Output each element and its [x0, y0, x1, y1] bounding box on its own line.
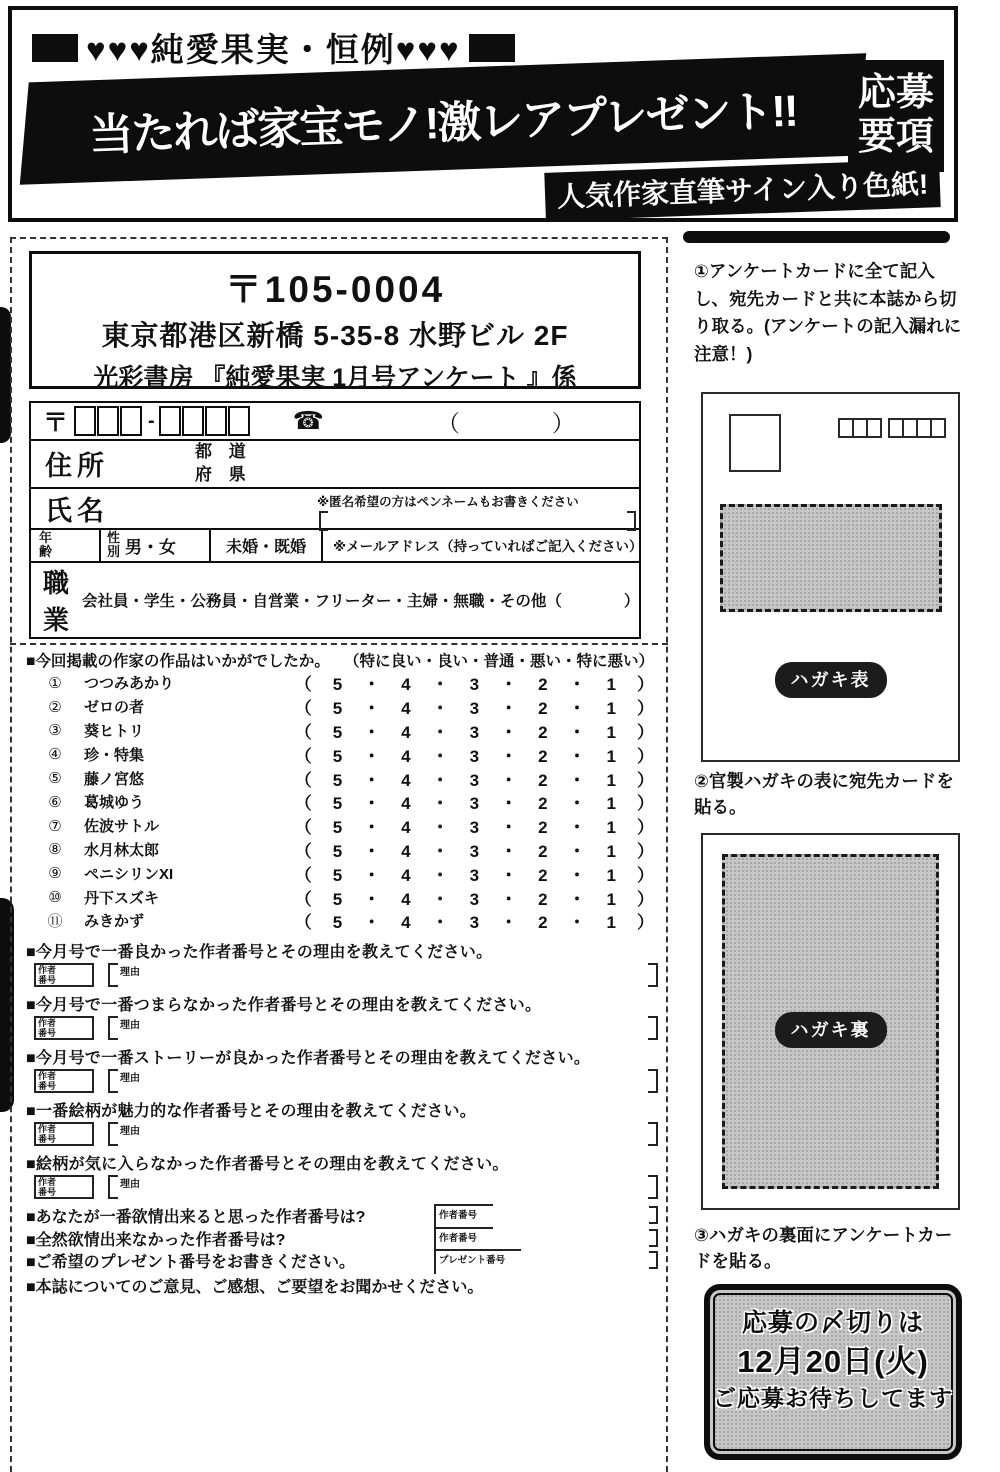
penname-field-open-bracket [319, 511, 328, 531]
job-options: 会社員・学生・公務員・自営業・フリーター・主婦・無職・その他（ ） [82, 593, 640, 610]
name-row [31, 487, 639, 528]
author-row: ⑤ 藤ノ宮悠 （ 5 ・ 4 ・ 3 ・ 2 ・ 1 ） [26, 766, 656, 790]
instruction-step1: ①アンケートカードに全て記入し、宛先カードと共に本誌から切り取る。(アンケートの記入漏れに注意！) [694, 261, 962, 364]
short-answer-field: 作者番号 [434, 1204, 493, 1229]
sex-cell [101, 530, 211, 561]
postcard-back-diagram [701, 833, 960, 1210]
rating-scale: （ 5 ・ 4 ・ 3 ・ 2 ・ 1 ） [294, 841, 656, 861]
author-row: ⑪ みきかず （ 5 ・ 4 ・ 3 ・ 2 ・ 1 ） [26, 909, 656, 933]
postal-digit-box [205, 406, 227, 436]
address-card-paste-area [720, 504, 942, 612]
author-row: ⑩ 丹下スズキ （ 5 ・ 4 ・ 3 ・ 2 ・ 1 ） [26, 885, 656, 909]
reason-field [108, 1069, 658, 1093]
deadline-box [704, 1284, 962, 1460]
reason-close-bracket [648, 963, 658, 987]
telephone-icon: ☎ [292, 407, 324, 435]
author-number-label: 作者 番号 [38, 1071, 57, 1091]
postal-digit-box [74, 406, 96, 436]
author-row: ② ゼロの者 （ 5 ・ 4 ・ 3 ・ 2 ・ 1 ） [26, 695, 656, 719]
short-answer-close-bracket [649, 1229, 658, 1247]
destination-address-box [29, 251, 641, 392]
reason-close-bracket [648, 1069, 658, 1093]
reason-label: 理由 [120, 1126, 140, 1137]
postal-digit-box [228, 406, 250, 436]
instruction-step2: ②官製ハガキの表に宛先カードを貼る。 [694, 771, 954, 818]
questionnaire-card [10, 237, 668, 1472]
question-block: ■今月号で一番つまらなかった作者番号とその理由を教えてください。 作者 番号 理由 [26, 992, 658, 1042]
reason-open-bracket [108, 1069, 118, 1093]
mail-cell: ※メールアドレス（持っていればご記入ください） [333, 538, 643, 554]
author-row: ⑧ 水月林太郎 （ 5 ・ 4 ・ 3 ・ 2 ・ 1 ） [26, 838, 656, 862]
job-label: 職業 [43, 568, 73, 635]
survey-heading: ■今回掲載の作家の作品はいかがでしたか。 [26, 653, 330, 670]
reason-close-bracket [648, 1175, 658, 1199]
short-answer-close-bracket [649, 1251, 658, 1269]
destination-recipient: 光彩書房 『純愛果実 1月号アンケート 』係 [93, 364, 577, 392]
postal-dash: - [148, 409, 155, 432]
side-box-line2: 要項 [857, 116, 934, 158]
postal-phone-row [31, 403, 639, 439]
destination-postal-code: 〒105-0004 [224, 269, 446, 310]
rating-scale: （ 5 ・ 4 ・ 3 ・ 2 ・ 1 ） [294, 746, 656, 766]
reason-close-bracket [648, 1016, 658, 1040]
reason-label: 理由 [120, 1179, 140, 1190]
author-number-label: 作者 番号 [38, 1177, 57, 1197]
zipcode-group-4 [890, 418, 946, 438]
phone-number-field: （ ） [436, 409, 575, 436]
banner-subtitle: 人気作家直筆サイン入り色紙! [544, 159, 941, 221]
answer-field-row [34, 1016, 658, 1042]
zipcode-group-3 [840, 418, 882, 438]
sex-options: 男・女 [125, 537, 177, 557]
short-answer-field: 作者番号 [434, 1227, 493, 1252]
destination-address: 東京都港区新橋 5-35-8 水野ビル 2F [101, 320, 569, 351]
postal-digit-box [182, 406, 204, 436]
reason-field [108, 1122, 658, 1146]
author-row: ⑥ 葛城ゆう （ 5 ・ 4 ・ 3 ・ 2 ・ 1 ） [26, 790, 656, 814]
banner-title: 当たれば家宝モノ!激レアプレゼント!! [88, 86, 798, 161]
banner-strip-text: ♥♥♥純愛果実・恒例♥♥♥ [86, 31, 461, 68]
marital-cell: 未婚・既婚 [211, 530, 323, 561]
postal-digit-box [120, 406, 142, 436]
banner-strip [32, 24, 515, 71]
reason-open-bracket [108, 1122, 118, 1146]
age-sex-row [31, 528, 643, 561]
deadline-line3: ご応募お待ちしてます [713, 1384, 953, 1411]
rating-scale: （ 5 ・ 4 ・ 3 ・ 2 ・ 1 ） [294, 913, 656, 933]
cut-line-divider [10, 643, 668, 645]
reason-open-bracket [108, 963, 118, 987]
author-row: ③ 葵ヒトリ （ 5 ・ 4 ・ 3 ・ 2 ・ 1 ） [26, 719, 656, 743]
author-row: ⑦ 佐波サトル （ 5 ・ 4 ・ 3 ・ 2 ・ 1 ） [26, 814, 656, 838]
rating-scale: （ 5 ・ 4 ・ 3 ・ 2 ・ 1 ） [294, 699, 656, 719]
banner-title-band [20, 53, 866, 185]
author-number-box [34, 1175, 94, 1199]
reason-label: 理由 [120, 967, 140, 978]
rating-scale: （ 5 ・ 4 ・ 3 ・ 2 ・ 1 ） [294, 675, 656, 695]
short-question-row: ■ご希望のプレゼント番号をお書きください。 プレゼント番号 [26, 1249, 658, 1272]
postal-digit-box [97, 406, 119, 436]
short-answer-close-bracket [649, 1206, 658, 1224]
section-divider-bar [683, 231, 950, 243]
final-question: ■本誌についてのご意見、ご感想、ご要望をお聞かせください。 [26, 1278, 484, 1296]
author-number-label: 作者 番号 [38, 1018, 57, 1038]
prefecture-hint-line2: 府 県 [195, 464, 252, 484]
postal-digit-box [159, 406, 181, 436]
age-label: 年 齢 [39, 529, 53, 560]
name-label: 氏名 [45, 495, 109, 526]
rating-scale: （ 5 ・ 4 ・ 3 ・ 2 ・ 1 ） [294, 865, 656, 885]
deadline-line2: 12月20日(火) [737, 1343, 929, 1379]
author-number-label: 作者 番号 [38, 1124, 57, 1144]
author-row: ④ 珍・特集 （ 5 ・ 4 ・ 3 ・ 2 ・ 1 ） [26, 742, 656, 766]
rating-scale: （ 5 ・ 4 ・ 3 ・ 2 ・ 1 ） [294, 818, 656, 838]
job-row [31, 561, 639, 637]
author-number-box [34, 963, 94, 987]
stamp-box [729, 414, 781, 472]
sex-label: 性 別 [107, 529, 121, 560]
reason-label: 理由 [120, 1020, 140, 1031]
reason-field [108, 963, 658, 987]
postcard-front-label: ハガキ表 [775, 662, 887, 698]
short-answer-field: プレゼント番号 [434, 1249, 521, 1274]
survey-heading-row [26, 649, 656, 671]
questionnaire-paste-area [722, 854, 939, 1189]
prefecture-hint-line1: 都 道 [195, 442, 252, 462]
short-question-row: ■あなたが一番欲情出来ると思った作者番号は? 作者番号 [26, 1204, 658, 1227]
free-answer-questions [26, 939, 658, 1297]
zipcode-boxes [840, 418, 946, 438]
age-cell [31, 530, 101, 561]
reason-close-bracket [648, 1122, 658, 1146]
answer-field-row [34, 963, 658, 989]
prefecture-hint [195, 441, 252, 487]
author-number-label: 作者 番号 [38, 965, 57, 985]
postal-mark-icon: 〒 [43, 409, 69, 437]
author-rating-survey [26, 649, 656, 933]
question-block: ■絵柄が気に入らなかった作者番号とその理由を教えてください。 作者 番号 理由 [26, 1151, 658, 1201]
question-block: ■今月号で一番ストーリーが良かった作者番号とその理由を教えてください。 作者 番号 理由 [26, 1045, 658, 1095]
survey-scale-note: （特に良い・良い・普通・悪い・特に悪い） [343, 653, 654, 670]
postcard-back-label: ハガキ裏 [775, 1012, 887, 1048]
answer-field-row [34, 1175, 658, 1201]
reason-open-bracket [108, 1016, 118, 1040]
banner-endcap-right [469, 34, 515, 62]
prize-banner [8, 6, 958, 222]
question-block: ■一番絵柄が魅力的な作者番号とその理由を教えてください。 作者 番号 理由 [26, 1098, 658, 1148]
author-number-box [34, 1016, 94, 1040]
rating-scale: （ 5 ・ 4 ・ 3 ・ 2 ・ 1 ） [294, 723, 656, 742]
address-label: 住所 [45, 451, 109, 482]
author-number-box [34, 1122, 94, 1146]
question-block: ■今月号で一番良かった作者番号とその理由を教えてください。 作者 番号 理由 [26, 939, 658, 989]
author-row: ⑨ ペニシリンXI （ 5 ・ 4 ・ 3 ・ 2 ・ 1 ） [26, 861, 656, 885]
penname-note: ※匿名希望の方はペンネームもお書きください [317, 494, 579, 509]
short-question-row: ■全然欲情出来なかった作者番号は? 作者番号 [26, 1227, 658, 1250]
deadline-line1: 応募の〆切りは [741, 1309, 924, 1337]
rating-scale: （ 5 ・ 4 ・ 3 ・ 2 ・ 1 ） [294, 770, 656, 790]
side-box-line1: 応募 [857, 72, 934, 115]
reason-label: 理由 [120, 1073, 140, 1084]
address-row [31, 439, 639, 487]
postcard-front-diagram [701, 392, 960, 762]
reason-open-bracket [108, 1175, 118, 1199]
author-row: ① つつみあかり （ 5 ・ 4 ・ 3 ・ 2 ・ 1 ） [26, 671, 656, 695]
personal-info-form [29, 401, 641, 639]
author-number-box [34, 1069, 94, 1093]
instruction-step3: ③ハガキの裏面にアンケートカードを貼る。 [694, 1225, 953, 1272]
rating-scale: （ 5 ・ 4 ・ 3 ・ 2 ・ 1 ） [294, 889, 656, 909]
answer-field-row [34, 1069, 658, 1095]
application-guideline-box [848, 60, 944, 172]
penname-field-close-bracket [627, 511, 636, 531]
reason-field [108, 1175, 658, 1199]
banner-endcap-left [32, 34, 78, 62]
rating-scale: （ 5 ・ 4 ・ 3 ・ 2 ・ 1 ） [294, 794, 656, 814]
answer-field-row [34, 1122, 658, 1148]
reason-field [108, 1016, 658, 1040]
